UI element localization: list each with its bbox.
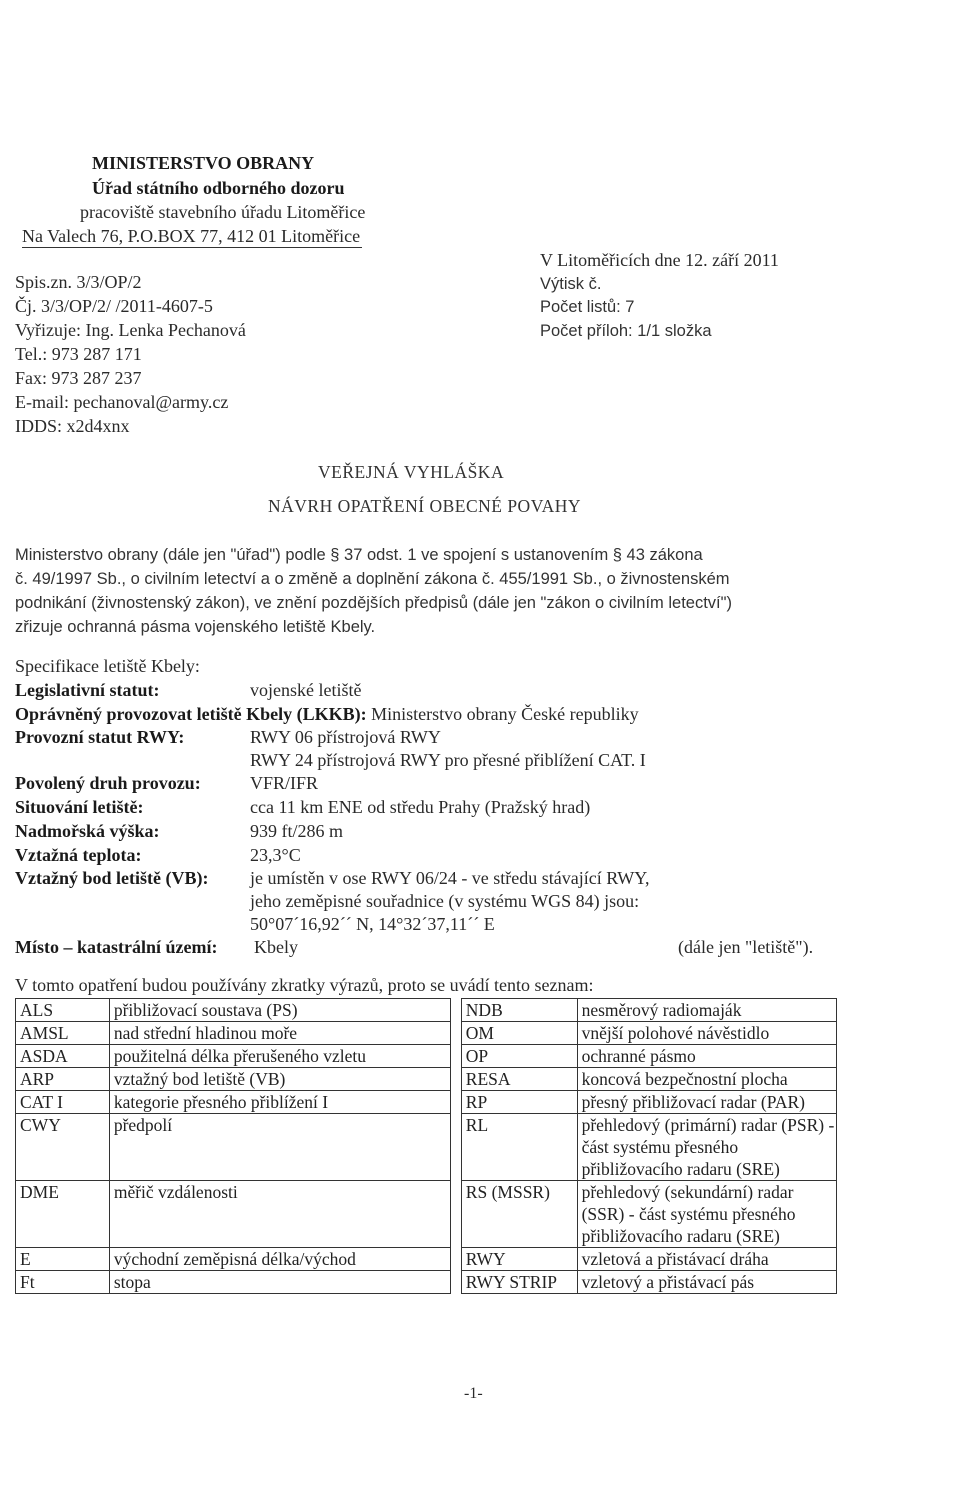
legislative-status-value: vojenské letiště <box>250 680 362 700</box>
abbreviation-code: Ft <box>16 1271 110 1294</box>
abbreviation-meaning: vzletová a přistávací dráha <box>577 1248 836 1271</box>
legislative-status-label: Legislativní statut: <box>15 680 160 700</box>
column-gap <box>450 1091 461 1114</box>
abbreviation-meaning: vnější polohové návěstidlo <box>577 1022 836 1045</box>
intro-line-2: č. 49/1997 Sb., o civilním letectví a o změně a doplnění zákona č. 455/1991 Sb., o živnostenském <box>15 570 730 588</box>
abbreviation-code: RESA <box>461 1068 577 1091</box>
reference-point-label: Vztažný bod letiště (VB): <box>15 868 209 888</box>
abbreviation-meaning: měřič vzdálenosti <box>109 1181 450 1248</box>
abbreviation-code: RP <box>461 1091 577 1114</box>
place-date: V Litoměřicích dne 12. září 2011 <box>540 250 779 270</box>
abbreviation-code: RS (MSSR) <box>461 1181 577 1248</box>
operator-label: Oprávněný provozovat letiště Kbely (LKKB): <box>15 704 367 724</box>
column-gap <box>450 1271 461 1294</box>
abbreviation-code: CAT I <box>16 1091 110 1114</box>
public-notice-title: VEŘEJNÁ VYHLÁŠKA <box>318 462 505 482</box>
table-row <box>16 1022 837 1045</box>
table-row <box>16 1091 837 1114</box>
column-gap <box>450 1022 461 1045</box>
reference-point-coordinates: 50°07´16,92´´ N, 14°32´37,11´´ E <box>250 914 495 934</box>
abbreviation-code: NDB <box>461 999 577 1022</box>
abbreviation-code: OP <box>461 1045 577 1068</box>
abbreviation-meaning: nesměrový radiomaják <box>577 999 836 1022</box>
case-number: Čj. 3/3/OP/2/ /2011-4607-5 <box>15 296 213 316</box>
operator-row <box>15 704 639 725</box>
reference-temperature-value: 23,3°C <box>250 845 301 865</box>
operator-value: Ministerstvo obrany České republiky <box>371 704 639 724</box>
abbreviation-meaning: koncová bezpečnostní plocha <box>577 1068 836 1091</box>
abbreviation-meaning: ochranné pásmo <box>577 1045 836 1068</box>
abbreviation-meaning: použitelná délka přerušeného vzletu <box>109 1045 450 1068</box>
abbreviation-code: DME <box>16 1181 110 1248</box>
abbreviation-code: RWY STRIP <box>461 1271 577 1294</box>
abbreviation-meaning: přibližovací soustava (PS) <box>109 999 450 1022</box>
office-name: Úřad státního odborného dozoru <box>92 178 345 198</box>
table-row <box>16 1068 837 1091</box>
abbreviation-code: RL <box>461 1114 577 1181</box>
office-address: Na Valech 76, P.O.BOX 77, 412 01 Litoměřice <box>22 226 361 246</box>
page-number: -1- <box>464 1385 483 1402</box>
abbreviation-meaning: nad střední hladinou moře <box>109 1022 450 1045</box>
operation-type-label: Povolený druh provozu: <box>15 773 201 793</box>
abbreviation-code: ALS <box>16 999 110 1022</box>
measure-title: NÁVRH OPATŘENÍ OBECNÉ POVAHY <box>268 496 581 516</box>
abbreviation-meaning: přesný přibližovací radar (PAR) <box>577 1091 836 1114</box>
abbreviation-code: RWY <box>461 1248 577 1271</box>
abbreviation-meaning: přehledový (sekundární) radar (SSR) - část systému přesného přibližovacího radaru (SRE) <box>577 1181 836 1248</box>
table-row <box>16 999 837 1022</box>
location-label: Situování letiště: <box>15 797 144 817</box>
abbreviation-code: ASDA <box>16 1045 110 1068</box>
operation-type-value: VFR/IFR <box>250 773 319 793</box>
spec-heading: Specifikace letiště Kbely: <box>15 656 200 676</box>
elevation-value: 939 ft/286 m <box>250 821 343 841</box>
location-value: cca 11 km ENE od středu Prahy (Pražský hrad) <box>250 797 591 817</box>
abbreviation-code: E <box>16 1248 110 1271</box>
table-row <box>16 1114 837 1181</box>
phone: Tel.: 973 287 171 <box>15 344 142 364</box>
column-gap <box>450 1114 461 1181</box>
fax: Fax: 973 287 237 <box>15 368 142 388</box>
workplace-name: pracoviště stavebního úřadu Litoměřice <box>80 202 366 222</box>
table-row <box>16 1181 837 1248</box>
intro-line-3: podnikání (živnostenský zákon), ve znění pozdějších předpisů (dále jen "zákon o civilním letectví") <box>15 594 732 612</box>
column-gap <box>450 999 461 1022</box>
email: E-mail: pechanoval@army.cz <box>15 392 229 412</box>
table-row <box>16 1045 837 1068</box>
elevation-label: Nadmořská výška: <box>15 821 160 841</box>
abbreviation-meaning: vzletový a přistávací pás <box>577 1271 836 1294</box>
abbreviation-code: ARP <box>16 1068 110 1091</box>
copy-number: Výtisk č. <box>540 275 602 293</box>
reference-point-value-2: jeho zeměpisné souřadnice (v systému WGS 84) jsou: <box>250 891 640 911</box>
rwy-status-value-2: RWY 24 přístrojová RWY pro přesné přiblížení CAT. I <box>250 750 646 770</box>
rwy-status-value-1: RWY 06 přístrojová RWY <box>250 727 441 747</box>
data-box-id: IDDS: x2d4xnx <box>15 416 130 436</box>
rwy-status-label: Provozní statut RWY: <box>15 727 185 747</box>
abbreviation-code: AMSL <box>16 1022 110 1045</box>
cadastral-area-value: Kbely <box>254 937 298 957</box>
abbreviation-meaning: předpolí <box>109 1114 450 1181</box>
abbreviation-meaning: vztažný bod letiště (VB) <box>109 1068 450 1091</box>
abbreviations-intro: V tomto opatření budou používány zkratky výrazů, proto se uvádí tento seznam: <box>15 975 594 995</box>
reference-point-value-1: je umístěn v ose RWY 06/24 - ve středu stávající RWY, <box>250 868 650 888</box>
table-row <box>16 1248 837 1271</box>
sheet-count: Počet listů: 7 <box>540 298 635 316</box>
ministry-name: MINISTERSTVO OBRANY <box>92 153 315 173</box>
column-gap <box>450 1181 461 1248</box>
abbreviation-code: CWY <box>16 1114 110 1181</box>
abbreviation-meaning: kategorie přesného přiblížení I <box>109 1091 450 1114</box>
handled-by: Vyřizuje: Ing. Lenka Pechanová <box>15 320 246 340</box>
abbreviation-meaning: východní zeměpisná délka/východ <box>109 1248 450 1271</box>
cadastral-area-note: (dále jen "letiště"). <box>678 937 814 957</box>
table-row <box>16 1271 837 1294</box>
attachment-count: Počet příloh: 1/1 složka <box>540 322 712 340</box>
intro-line-1: Ministerstvo obrany (dále jen "úřad") podle § 37 odst. 1 ve spojení s ustanovením § 43 zákona <box>15 546 703 564</box>
abbreviation-code: OM <box>461 1022 577 1045</box>
abbreviations-table <box>15 998 837 1294</box>
reference-temperature-label: Vztažná teplota: <box>15 845 142 865</box>
intro-line-4: zřizuje ochranná pásma vojenského letiště Kbely. <box>15 618 376 636</box>
column-gap <box>450 1248 461 1271</box>
column-gap <box>450 1045 461 1068</box>
column-gap <box>450 1068 461 1091</box>
abbreviation-meaning: přehledový (primární) radar (PSR) - část systému přesného přibližovacího radaru (SRE) <box>577 1114 836 1181</box>
file-reference: Spis.zn. 3/3/OP/2 <box>15 272 142 292</box>
cadastral-area-label: Místo – katastrální území: <box>15 937 218 957</box>
abbreviation-meaning: stopa <box>109 1271 450 1294</box>
